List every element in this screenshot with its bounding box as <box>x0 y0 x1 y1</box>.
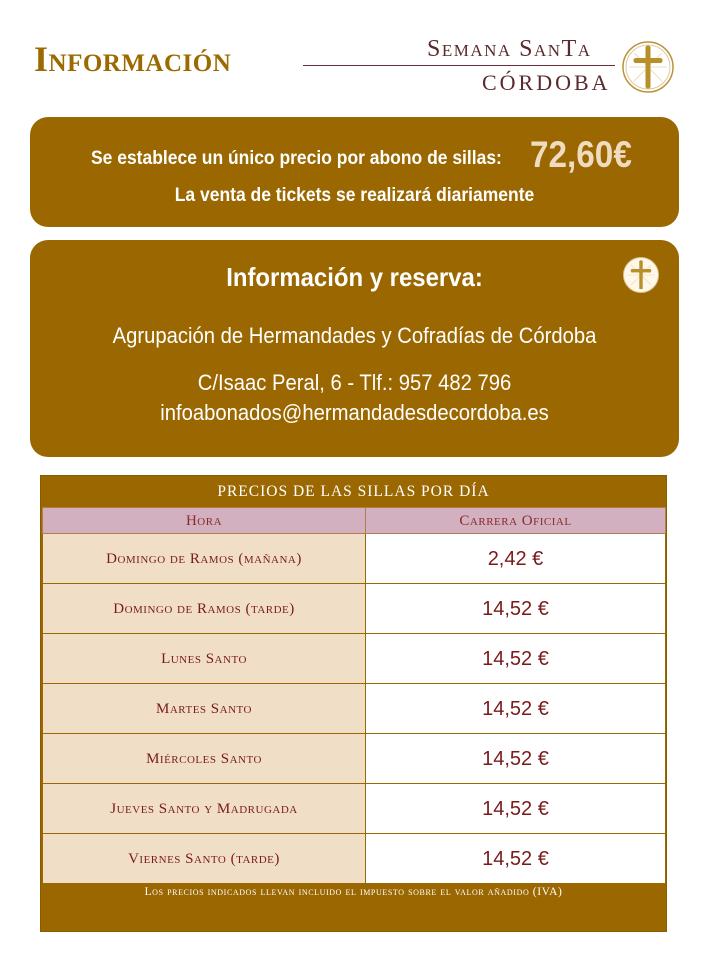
price-cell: 14,52 € <box>365 734 666 784</box>
brand-divider <box>303 65 615 66</box>
brand-name-top: Semana SanTa <box>427 36 592 62</box>
organization-name: Agrupación de Hermandades y Cofradías de Córdoba <box>112 323 597 348</box>
day-cell: Martes Santo <box>42 684 366 734</box>
tax-note: Los precios indicados llevan incluido el impuesto sobre el valor añadido (IVA) <box>144 886 563 898</box>
table-row <box>42 534 666 584</box>
column-header-hora: Hora <box>42 507 366 534</box>
brand-name-bottom: CÓRDOBA <box>482 70 611 95</box>
price-cell: 14,52 € <box>365 784 666 834</box>
day-cell: Domingo de Ramos (tarde) <box>42 584 366 634</box>
price-table <box>40 475 667 932</box>
day-cell: Domingo de Ramos (mañana) <box>42 534 366 584</box>
day-cell: Jueves Santo y Madrugada <box>42 784 366 834</box>
day-cell: Lunes Santo <box>42 634 366 684</box>
sale-note: La venta de tickets se realizará diariamente <box>174 185 535 206</box>
address-phone: C/Isaac Peral, 6 - Tlf.: 957 482 796 <box>197 370 512 395</box>
table-row <box>42 834 666 884</box>
table-row <box>42 584 666 634</box>
cross-emblem-icon <box>621 40 675 94</box>
price-amount: 72,60€ <box>530 134 632 175</box>
table-row <box>42 684 666 734</box>
day-cell: Miércoles Santo <box>42 734 366 784</box>
column-header-carrera: Carrera Oficial <box>365 507 666 534</box>
price-cell: 14,52 € <box>365 834 666 884</box>
price-cell: 14,52 € <box>365 634 666 684</box>
cross-emblem-icon <box>622 256 660 294</box>
price-cell: 14,52 € <box>365 584 666 634</box>
price-cell: 2,42 € <box>365 534 666 584</box>
page-title: Información <box>34 39 232 79</box>
price-cell: 14,52 € <box>365 684 666 734</box>
price-label: Se establece un único precio por abono de sillas: <box>91 148 502 169</box>
day-cell: Viernes Santo (tarde) <box>42 834 366 884</box>
table-row <box>42 634 666 684</box>
table-row <box>42 784 666 834</box>
reservation-title: Información y reserva: <box>226 262 483 292</box>
contact-email[interactable]: infoabonados@hermandadesdecordoba.es <box>160 400 549 425</box>
table-title: PRECIOS DE LAS SILLAS POR DÍA <box>217 483 490 500</box>
table-row <box>42 734 666 784</box>
